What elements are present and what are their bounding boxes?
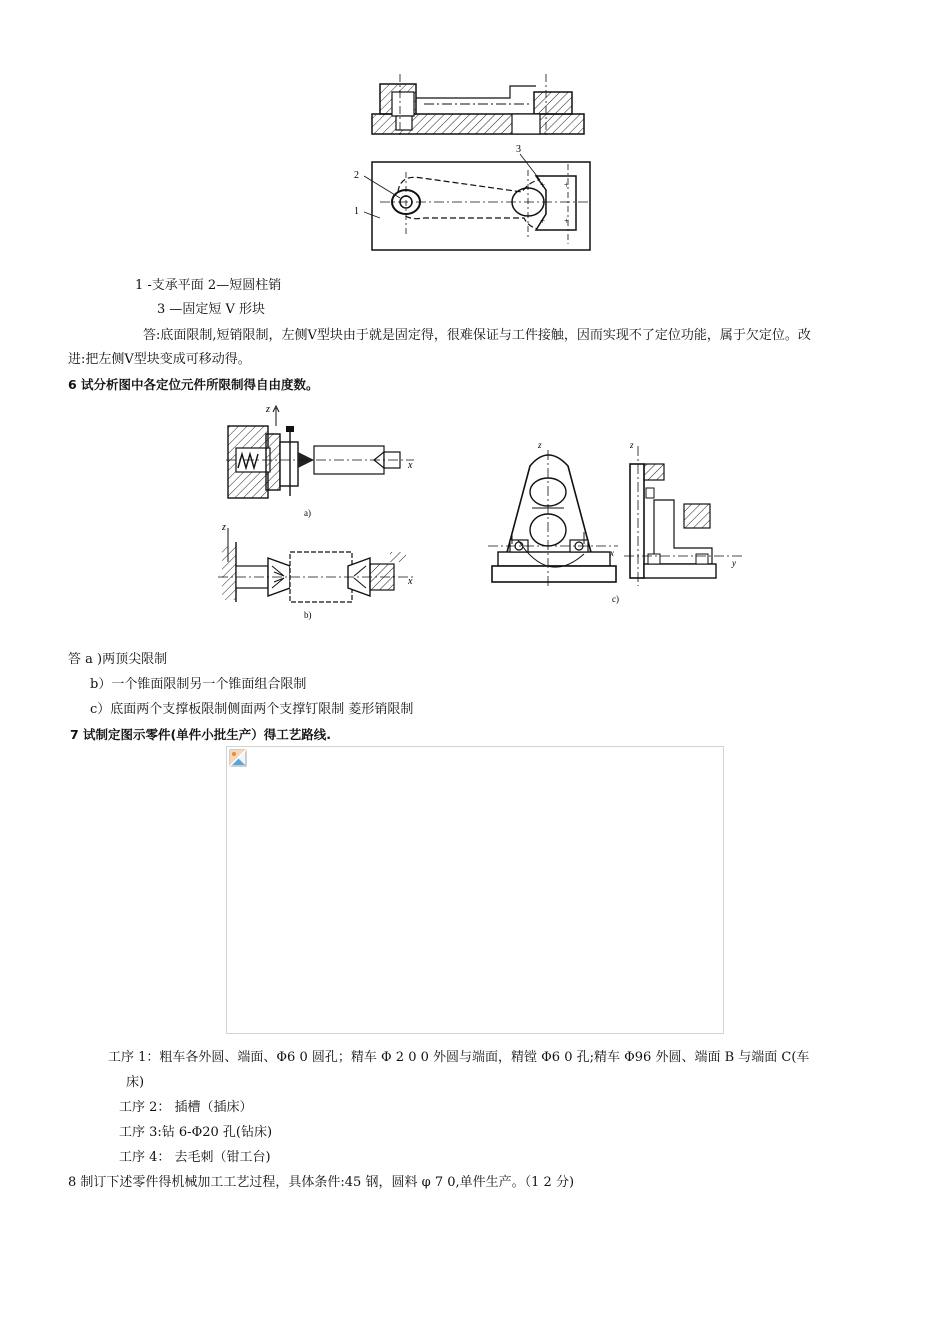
fig-a-axis-z: z <box>266 404 270 415</box>
fig1-legend-line1: 1 -支承平面 2—短圆柱销 <box>135 278 282 293</box>
fig-b-axis-z: z <box>222 522 226 533</box>
svg-text:+: + <box>564 216 570 226</box>
q7-step4: 工序 4： 去毛刺（钳工台) <box>119 1150 271 1165</box>
fig-b-label: b) <box>304 610 312 620</box>
broken-image-icon <box>229 749 247 767</box>
q8-title: 8 制订下述零件得机械加工工艺过程，具体条件:45 钢，圆料 φ 7 0,单件生产。（1 2 分) <box>68 1175 575 1190</box>
fig-c-label: c) <box>612 594 619 604</box>
figure-a <box>218 404 418 518</box>
fig-c-side-axis-z: z <box>630 440 634 450</box>
fig-c-axis-y: y <box>732 558 736 568</box>
q7-step1-line2: 床) <box>126 1075 145 1090</box>
missing-part-image <box>226 746 724 1034</box>
fig1-label-3: 3 <box>516 144 521 155</box>
svg-text:+: + <box>540 216 546 226</box>
figure-b <box>218 522 418 622</box>
figure-c <box>488 436 748 618</box>
fig-c-axis-z: z <box>538 440 542 450</box>
fig-c-axis-x: x <box>610 548 614 558</box>
q7-step2: 工序 2： 插槽（插床） <box>119 1100 253 1115</box>
fig-b-axis-x: x <box>408 576 413 587</box>
fig1-label-2: 2 <box>354 170 359 181</box>
answer5-line2: 进:把左侧Ⅴ型块变成可移动得。 <box>68 352 251 367</box>
answer5-line1: 答:底面限制,短销限制，左侧Ⅴ型块由于就是固定得，很难保证与工件接触，因而实现不了定位功能，属于欠定位。改 <box>143 328 811 343</box>
svg-text:+: + <box>564 180 570 190</box>
svg-text:+: + <box>540 180 546 190</box>
fig1-legend-line2: 3 —固定短 V 形块 <box>157 302 266 317</box>
q6-answer-c: c）底面两个支撑板限制侧面两个支撑钉限制 菱形销限制 <box>90 702 414 717</box>
q6-title: 6 试分析图中各定位元件所限制得自由度数。 <box>68 377 319 392</box>
fig1-label-1: 1 <box>354 206 359 217</box>
fixture-drawing <box>340 74 620 256</box>
q6-answer-b: b）一个锥面限制另一个锥面组合限制 <box>90 677 307 692</box>
q6-answer-a: 答 a )两顶尖限制 <box>68 652 168 667</box>
fig-a-axis-x: x <box>408 460 413 471</box>
q7-step1-line1: 工序 1：粗车各外圆、端面、Φ6 0 圆孔；精车 Φ 2 0 0 外圆与端面，精镗 Φ6 0 孔;精车 Φ96 外圆、端面 B 与端面 C(车 <box>108 1050 810 1065</box>
q7-title: 7 试制定图示零件(单件小批生产）得工艺路线. <box>70 727 332 742</box>
q7-step3: 工序 3:钻 6-Φ20 孔(钻床) <box>119 1125 273 1140</box>
fig-a-label: a) <box>304 508 311 518</box>
